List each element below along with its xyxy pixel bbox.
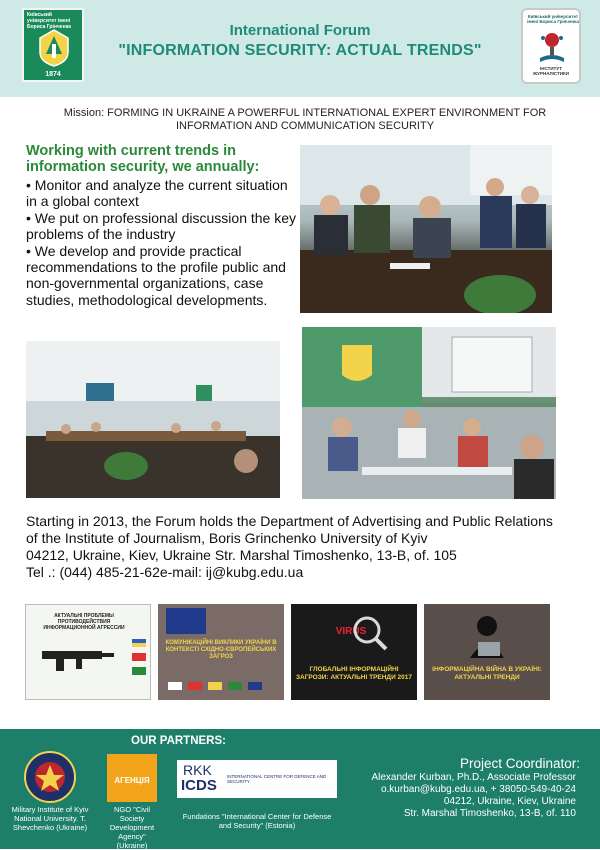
coordinator-city: 04212, Ukraine, Kiev, Ukraine — [443, 796, 576, 807]
forum-info — [26, 513, 566, 581]
flag-stripe — [132, 643, 146, 647]
microphone-book-icon — [537, 30, 567, 66]
partner-caption: NGO "Civil Society Development Agency" (Ukraine) — [109, 805, 155, 850]
icds-logo-top: RKK — [183, 762, 212, 778]
page-title-line2: "INFORMATION SECURITY: ACTUAL TRENDS" — [118, 42, 482, 59]
flag-icon — [208, 682, 222, 690]
forum-address: 04212, Ukraine, Kiev, Ukraine Str. Marshal Timoshenko, 13-B, of. 105 — [26, 547, 457, 563]
hacker-icon — [464, 612, 510, 658]
list-item: • We put on professional discussion the key problems of the industry — [26, 209, 297, 243]
partners-heading: OUR PARTNERS: — [131, 735, 226, 747]
poster-title: ГЛОБАЛЬНІ ІНФОРМАЦІЙНІ ЗАГРОЗИ: АКТУАЛЬНІ ТРЕНДИ 2017 — [295, 666, 413, 681]
magnifier-icon — [349, 612, 389, 652]
auditorium-photo — [302, 327, 556, 499]
poster-title: АКТУАЛЬНІ ПРОБЛЕМЫ ПРОТИВОДЕЙСТВИЯ ИНФОРМАЦИОННОЙ АГРЕССИИ — [43, 613, 125, 631]
icds-logo — [177, 760, 337, 798]
forum-poster-2018 — [424, 604, 550, 700]
poster-title: КОМУНІКАЦІЙНІ ВИКЛИКИ УКРАЇНИ В КОНТЕКСТІ СХІДНО-ЄВРОПЕЙСЬКИХ ЗАГРОЗ — [165, 640, 277, 660]
coordinator-contact: o.kurban@kubg.edu.ua, + 38050-549-40-24 — [380, 784, 576, 795]
partner-caption: Fundations "International Center for Defense and Security" (Estonia) — [182, 812, 332, 830]
institute-logo-right — [521, 8, 581, 84]
right-logo-text: Київський університет імені Бориса Грінченка — [527, 14, 579, 24]
mission-statement: Mission: FORMING IN UKRAINE A POWERFUL INTERNATIONAL EXPERT ENVIRONMENT FOR INFORMATION AND COMMUNICATION SECURITY — [63, 107, 547, 132]
page-title-line1: International Forum — [229, 22, 371, 39]
military-institute-emblem-icon — [24, 751, 76, 803]
partner-caption: Military Institute of Kyiv National University. T. Shevchenko (Ukraine) — [11, 805, 89, 832]
panel-scene — [300, 145, 552, 313]
university-logo-left — [22, 8, 84, 82]
icds-logo-subtitle: INTERNATIONAL CENTRE FOR DEFENCE AND SECURITY — [227, 774, 327, 784]
forum-poster-2017 — [291, 604, 417, 700]
list-item: • We develop and provide practical recommendations to the profile public and non-governmental organizations, case studies, methodological developments. — [26, 242, 286, 308]
auditorium-scene — [302, 327, 556, 499]
coordinator-details — [330, 772, 576, 820]
flag-icon — [168, 682, 182, 690]
trends-heading: Working with current trends in information security, we annually: — [26, 143, 260, 175]
right-logo-caption: ІНСТИТУТ ЖУРНАЛІСТИКИ — [532, 66, 570, 76]
ngo-agency-logo — [107, 754, 157, 802]
icds-logo-bottom: ICDS — [181, 777, 217, 794]
flag-icon — [228, 682, 242, 690]
hall-scene — [26, 341, 280, 498]
coordinator-name: Alexander Kurban, Ph.D., Associate Professor — [371, 772, 576, 783]
flag-icon — [248, 682, 262, 690]
conference-photo-panel — [300, 145, 552, 313]
left-logo-year: 1874 — [45, 71, 61, 78]
left-logo-text: Київський університет імені Бориса Грінченка — [27, 12, 71, 30]
forum-poster-2016 — [158, 604, 284, 700]
coordinator-street: Str. Marshal Timoshenko, 13-B, of. 110 — [403, 808, 576, 819]
flag-icon — [188, 682, 202, 690]
forum-contact: Tel .: (044) 485-21-62e-mail: ij@kubg.edu.ua — [26, 564, 304, 580]
forum-poster-2015 — [25, 604, 151, 700]
list-item: • Monitor and analyze the current situation in a global context — [26, 177, 288, 210]
coordinator-heading: Project Coordinator: — [459, 756, 580, 771]
flag-stripe — [132, 653, 146, 661]
forum-history: Starting in 2013, the Forum holds the Department of Advertising and Public Relations of the Institute of Journalism, Boris Grinchenko University of Kyiv — [26, 513, 553, 546]
virus-badge: VIRUS — [335, 626, 367, 637]
flag-stripe — [132, 667, 146, 675]
ngo-logo-text: АГЕНЦІЯ — [114, 776, 150, 785]
eu-flag-icon — [166, 608, 206, 634]
rifle-icon — [36, 639, 116, 675]
conference-hall-photo — [26, 341, 280, 498]
trends-list — [26, 177, 301, 308]
poster-title: ІНФОРМАЦІЙНА ВІЙНА В УКРАЇНІ: АКТУАЛЬНІ ТРЕНДИ — [432, 666, 542, 681]
crest-icon — [38, 28, 70, 68]
